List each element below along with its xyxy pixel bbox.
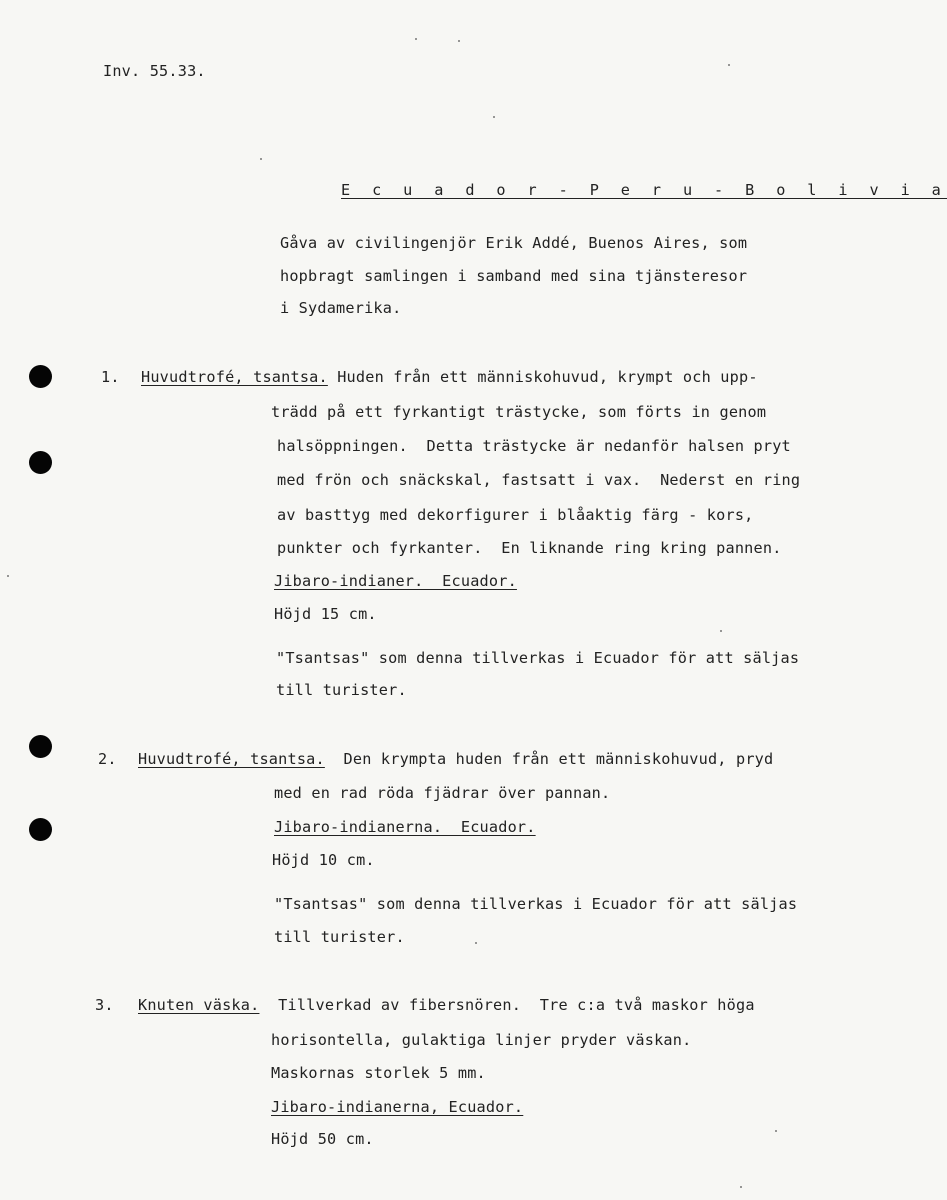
item-measure: Höjd 10 cm. xyxy=(272,851,375,869)
item-description-line: av basttyg med dekorfigurer i blåaktig färg - kors, xyxy=(277,506,754,524)
scan-speck xyxy=(720,630,722,632)
item-origin: Jibaro-indianerna. Ecuador. xyxy=(274,818,536,836)
item-number: 1. xyxy=(101,368,120,386)
item-heading-line xyxy=(138,995,755,1015)
item-number: 3. xyxy=(95,996,114,1014)
item-first-line: Tillverkad av fibersnören. Tre c:a två maskor höga xyxy=(259,996,755,1014)
scan-speck xyxy=(775,1130,777,1132)
scan-speck xyxy=(415,38,417,40)
item-description-line: Maskornas storlek 5 mm. xyxy=(271,1064,486,1082)
item-note-line: till turister. xyxy=(274,928,405,946)
item-note-line: "Tsantsas" som denna tillverkas i Ecuador för att säljas xyxy=(274,895,798,913)
scan-speck xyxy=(740,1186,742,1188)
item-origin: Jibaro-indianer. Ecuador. xyxy=(274,572,517,590)
document-title: E c u a d o r - P e r u - B o l i v i a xyxy=(341,181,947,199)
item-description-line: trädd på ett fyrkantigt trästycke, som förts in genom xyxy=(271,403,767,421)
scan-speck xyxy=(7,575,9,577)
punch-hole xyxy=(29,818,52,841)
intro-line: Gåva av civilingenjör Erik Addé, Buenos Aires, som xyxy=(280,234,748,252)
item-description-line: med en rad röda fjädrar över pannan. xyxy=(274,784,611,802)
punch-hole xyxy=(29,451,52,474)
item-number: 2. xyxy=(98,750,117,768)
item-measure: Höjd 15 cm. xyxy=(274,605,377,623)
item-origin: Jibaro-indianerna, Ecuador. xyxy=(271,1098,524,1116)
item-first-line: Den krympta huden från ett människohuvud, pryd xyxy=(324,750,774,768)
item-heading-line xyxy=(141,367,758,387)
item-description-line: punkter och fyrkanter. En liknande ring kring pannen. xyxy=(277,539,782,557)
scan-speck xyxy=(475,942,477,944)
item-name: Huvudtrofé, tsantsa. xyxy=(138,750,325,768)
intro-line: hopbragt samlingen i samband med sina tjänsteresor xyxy=(280,267,748,285)
item-note-line: till turister. xyxy=(276,681,407,699)
intro-line: i Sydamerika. xyxy=(280,299,402,317)
item-description-line: halsöppningen. Detta trästycke är nedanför halsen pryt xyxy=(277,437,791,455)
item-first-line: Huden från ett människohuvud, krympt och upp- xyxy=(327,368,758,386)
scan-speck xyxy=(458,40,460,42)
item-description-line: horisontella, gulaktiga linjer pryder väskan. xyxy=(271,1031,692,1049)
punch-hole xyxy=(29,735,52,758)
item-name: Huvudtrofé, tsantsa. xyxy=(141,368,328,386)
scan-speck xyxy=(493,116,495,118)
item-note-line: "Tsantsas" som denna tillverkas i Ecuador för att säljas xyxy=(276,649,800,667)
item-heading-line xyxy=(138,749,773,769)
item-name: Knuten väska. xyxy=(138,996,260,1014)
item-description-line: med frön och snäckskal, fastsatt i vax. Nederst en ring xyxy=(277,471,801,489)
scan-speck xyxy=(728,64,730,66)
punch-hole xyxy=(29,365,52,388)
inventory-number: Inv. 55.33. xyxy=(103,62,206,80)
item-measure: Höjd 50 cm. xyxy=(271,1130,374,1148)
scan-speck xyxy=(260,158,262,160)
